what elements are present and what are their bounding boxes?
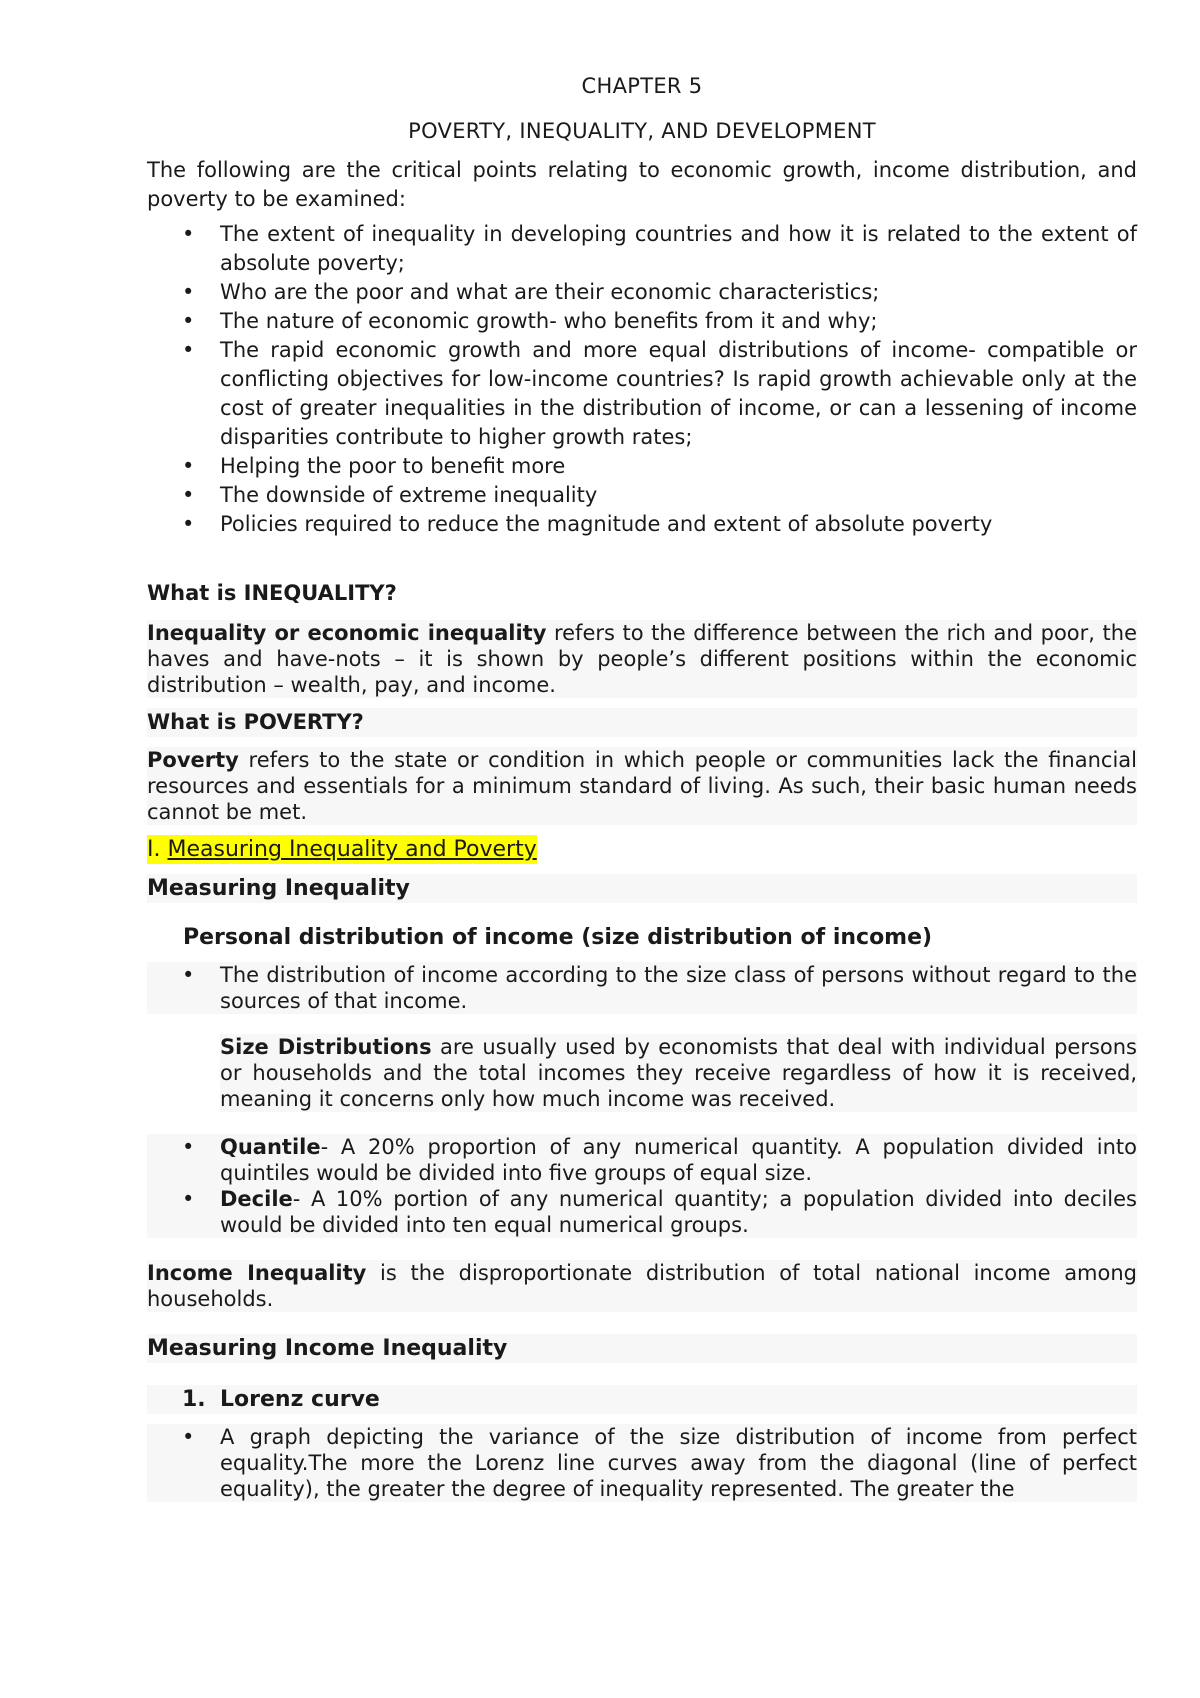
income-inequality-text: is the disproportionate distribution of total national income among households. [147, 1261, 1138, 1311]
income-inequality-term: Income Inequality [147, 1261, 367, 1285]
lorenz-curve-list [147, 1424, 1137, 1502]
size-distribution-list [147, 962, 1137, 1014]
list-item: • The distribution of income according to the size class of persons without regard to the sources of that income. [220, 962, 1137, 1014]
quantile-text: - A 20% proportion of any numerical quantity. A population divided into quintiles would be divided into five groups of equal size. [220, 1135, 1137, 1185]
list-item: • The nature of economic growth- who benefits from it and why; [220, 307, 1137, 336]
poverty-question: What is POVERTY? [147, 708, 1137, 737]
decile-text: - A 10% portion of any numerical quantity; a population divided into deciles would be divided into ten equal numerical groups. [220, 1187, 1137, 1237]
poverty-term: Poverty [147, 748, 239, 772]
section-heading-highlight [147, 835, 537, 864]
list-item: • A graph depicting the variance of the size distribution of income from perfect equality.The more the Lorenz line curves away from the diagonal (line of perfect equality), the greater the degree of inequality represented. The greater the [220, 1424, 1137, 1502]
poverty-definition-text: refers to the state or condition in which people or communities lack the financial resources and essentials for a minimum standard of living. As such, their basic human needs cannot be met. [147, 748, 1137, 824]
list-item [220, 1186, 1137, 1238]
section-number: I. [147, 837, 168, 862]
intro-paragraph: The following are the critical points relating to economic growth, income distribution, and poverty to be examined: [147, 158, 1137, 211]
size-distributions-term: Size Distributions [220, 1035, 432, 1059]
critical-points-list [147, 220, 1137, 539]
measuring-inequality-heading: Measuring Inequality [147, 874, 1137, 903]
chapter-title: POVERTY, INEQUALITY, AND DEVELOPMENT [408, 119, 876, 143]
measuring-income-inequality-heading: Measuring Income Inequality [147, 1334, 1137, 1363]
income-inequality-paragraph [147, 1260, 1137, 1312]
quantile-decile-list [147, 1134, 1137, 1238]
list-item: • The rapid economic growth and more equal distributions of income- compatible or conflicting objectives for low-income countries? Is rapid growth achievable only at the cost of greater inequalities in the distribution of income, or can a lessening of income disparities contribute to higher growth rates; [220, 336, 1137, 452]
section-heading [147, 835, 1137, 864]
list-item: • The extent of inequality in developing countries and how it is related to the extent of absolute poverty; [220, 220, 1137, 278]
list-item: • Policies required to reduce the magnitude and extent of absolute poverty [220, 510, 1137, 539]
item-label: Lorenz curve [220, 1387, 380, 1412]
document-page [147, 72, 1137, 1502]
size-distributions-paragraph [220, 1034, 1137, 1112]
list-item [182, 1385, 1137, 1414]
section-title: Measuring Inequality and Poverty [167, 837, 537, 862]
list-item [220, 1134, 1137, 1186]
inequality-definition [147, 620, 1137, 698]
quantile-term: Quantile [220, 1135, 321, 1159]
inequality-term: Inequality or economic inequality [147, 621, 547, 645]
list-item: • The downside of extreme inequality [220, 481, 1137, 510]
list-item: • Helping the poor to benefit more [220, 452, 1137, 481]
personal-distribution-subheading: Personal distribution of income (size distribution of income) [183, 925, 933, 950]
income-inequality-methods [147, 1385, 1137, 1414]
chapter-label: CHAPTER 5 [581, 74, 703, 98]
poverty-definition [147, 747, 1137, 825]
size-distributions-text: are usually used by economists that deal with individual persons or households and the total incomes they receive regardless of how it is received, meaning it concerns only how much income was received. [220, 1035, 1137, 1111]
decile-term: Decile [220, 1187, 293, 1211]
inequality-definition-text: refers to the difference between the rich and poor, the haves and have-nots – it is shown by people’s different positions within the economic distribution – wealth, pay, and income. [147, 621, 1137, 697]
item-number: 1. [182, 1387, 206, 1412]
list-item: • Who are the poor and what are their economic characteristics; [220, 278, 1137, 307]
inequality-question: What is INEQUALITY? [147, 581, 397, 605]
